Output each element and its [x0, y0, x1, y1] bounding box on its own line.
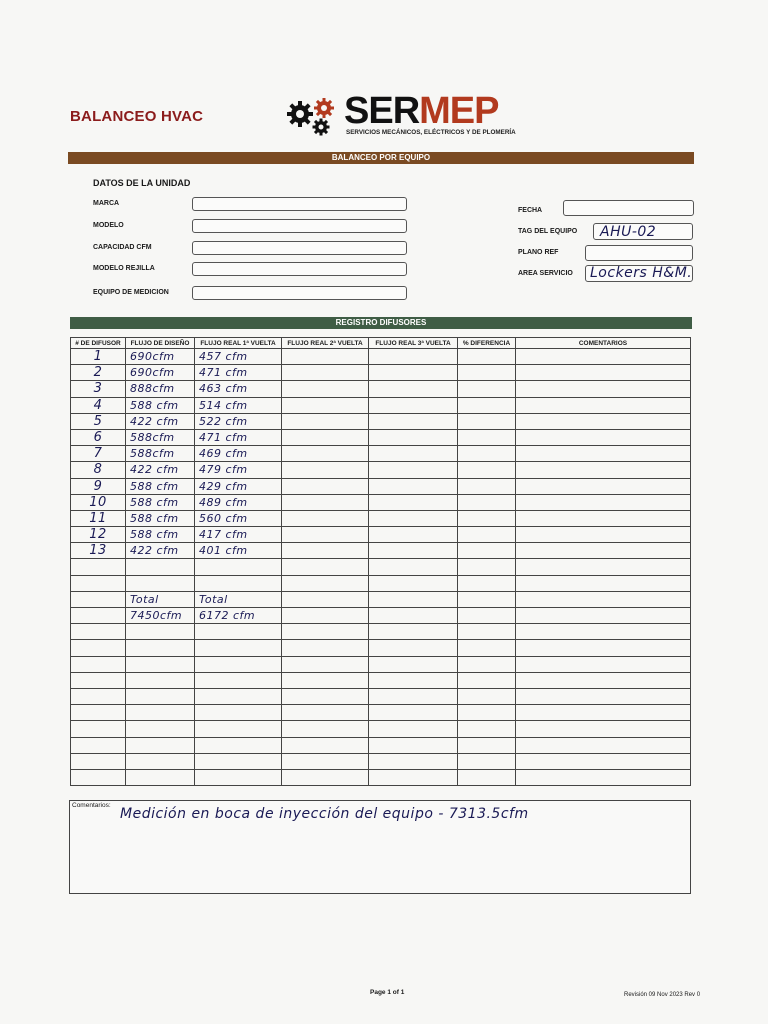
table-cell[interactable]: [71, 575, 126, 591]
table-cell[interactable]: [195, 688, 282, 704]
field-marca[interactable]: [192, 197, 407, 211]
table-cell[interactable]: [71, 705, 126, 721]
field-modelo-rejilla[interactable]: [192, 262, 407, 276]
table-row: [71, 769, 691, 785]
table-cell[interactable]: [516, 591, 691, 607]
table-cell[interactable]: [282, 591, 369, 607]
table-cell[interactable]: [282, 672, 369, 688]
table-cell[interactable]: [71, 559, 126, 575]
table-cell[interactable]: [458, 510, 516, 526]
table-cell[interactable]: [369, 543, 458, 559]
diffuser-table: [70, 337, 691, 786]
table-cell[interactable]: [369, 349, 458, 365]
section-banner-balanceo: BALANCEO POR EQUIPO: [68, 152, 694, 164]
table-row: [71, 656, 691, 672]
table-cell[interactable]: [71, 624, 126, 640]
table-cell[interactable]: [126, 753, 195, 769]
table-cell[interactable]: 514 cfm: [195, 397, 282, 413]
table-cell[interactable]: [369, 575, 458, 591]
table-cell[interactable]: [282, 462, 369, 478]
table-cell[interactable]: Total: [126, 591, 195, 607]
table-cell[interactable]: 6172 cfm: [195, 608, 282, 624]
table-cell[interactable]: [458, 478, 516, 494]
table-cell[interactable]: [516, 688, 691, 704]
table-cell[interactable]: [516, 721, 691, 737]
logo-tagline: SERVICIOS MECÁNICOS, ELÉCTRICOS Y DE PLOMERÍA: [346, 129, 516, 136]
tag-value: AHU-02: [600, 224, 657, 240]
table-row: [71, 672, 691, 688]
table-cell[interactable]: [516, 365, 691, 381]
table-row: [71, 575, 691, 591]
table-cell[interactable]: 10: [71, 494, 126, 510]
table-cell[interactable]: 489 cfm: [195, 494, 282, 510]
table-cell[interactable]: [282, 527, 369, 543]
table-cell[interactable]: 417 cfm: [195, 527, 282, 543]
table-cell[interactable]: [516, 478, 691, 494]
table-cell[interactable]: [516, 559, 691, 575]
table-cell[interactable]: 3: [71, 381, 126, 397]
label-plano: PLANO REF: [518, 249, 559, 256]
table-cell[interactable]: 588cfm: [126, 446, 195, 462]
table-cell[interactable]: [458, 591, 516, 607]
table-body: [71, 349, 691, 786]
table-cell[interactable]: [195, 721, 282, 737]
table-cell[interactable]: [282, 721, 369, 737]
table-row: [71, 397, 691, 413]
table-cell[interactable]: [71, 688, 126, 704]
table-cell[interactable]: [126, 721, 195, 737]
table-row: [71, 494, 691, 510]
unit-data-heading: DATOS DE LA UNIDAD: [93, 178, 191, 188]
table-cell[interactable]: [369, 591, 458, 607]
table-cell[interactable]: 588 cfm: [126, 527, 195, 543]
table-row: [71, 559, 691, 575]
table-row: [71, 381, 691, 397]
table-cell[interactable]: [516, 381, 691, 397]
table-cell[interactable]: 9: [71, 478, 126, 494]
table-cell[interactable]: [282, 349, 369, 365]
table-cell[interactable]: [516, 462, 691, 478]
table-cell[interactable]: [516, 349, 691, 365]
table-cell[interactable]: [516, 494, 691, 510]
area-value: Lockers H&M.: [590, 265, 693, 281]
table-cell[interactable]: [282, 688, 369, 704]
table-row: [71, 721, 691, 737]
table-cell[interactable]: [71, 640, 126, 656]
table-cell[interactable]: 560 cfm: [195, 510, 282, 526]
table-cell[interactable]: 471 cfm: [195, 365, 282, 381]
table-cell[interactable]: [126, 688, 195, 704]
table-cell[interactable]: [369, 397, 458, 413]
comments-text: Medición en boca de inyección del equipo - 7313.5cfm: [120, 806, 529, 822]
label-fecha: FECHA: [518, 207, 543, 214]
table-cell[interactable]: [369, 608, 458, 624]
table-cell[interactable]: [458, 688, 516, 704]
table-cell[interactable]: [369, 753, 458, 769]
column-header: FLUJO REAL 2ª VUELTA: [282, 338, 369, 349]
table-cell[interactable]: [282, 494, 369, 510]
table-row: [71, 640, 691, 656]
table-cell[interactable]: [516, 543, 691, 559]
table-cell[interactable]: [458, 640, 516, 656]
table-cell[interactable]: 13: [71, 543, 126, 559]
table-cell[interactable]: [71, 672, 126, 688]
table-row: [71, 753, 691, 769]
table-cell[interactable]: [458, 349, 516, 365]
table-cell[interactable]: [516, 656, 691, 672]
table-cell[interactable]: 588 cfm: [126, 494, 195, 510]
logo-wordmark: SERMEP: [344, 90, 499, 132]
table-cell[interactable]: [369, 446, 458, 462]
field-plano[interactable]: [585, 245, 693, 261]
table-row: [71, 543, 691, 559]
table-cell[interactable]: [282, 753, 369, 769]
table-cell[interactable]: 4: [71, 397, 126, 413]
table-cell[interactable]: 422 cfm: [126, 543, 195, 559]
table-cell[interactable]: [195, 656, 282, 672]
field-fecha[interactable]: [563, 200, 694, 216]
table-cell[interactable]: [458, 672, 516, 688]
table-cell[interactable]: [126, 640, 195, 656]
field-capacidad[interactable]: [192, 241, 407, 255]
table-cell[interactable]: [282, 575, 369, 591]
table-cell[interactable]: [195, 672, 282, 688]
table-cell[interactable]: [126, 769, 195, 785]
column-header: % DIFERENCIA: [458, 338, 516, 349]
table-cell[interactable]: [516, 429, 691, 445]
label-equipo-medicion: EQUIPO DE MEDICION: [93, 289, 169, 296]
field-modelo[interactable]: [192, 219, 407, 233]
table-cell[interactable]: [71, 608, 126, 624]
table-cell[interactable]: [369, 365, 458, 381]
table-cell[interactable]: [516, 737, 691, 753]
table-row: [71, 737, 691, 753]
table-cell[interactable]: [458, 737, 516, 753]
table-cell[interactable]: [458, 608, 516, 624]
table-cell[interactable]: [282, 624, 369, 640]
table-cell[interactable]: [458, 624, 516, 640]
table-cell[interactable]: [71, 769, 126, 785]
table-row: [71, 688, 691, 704]
table-cell[interactable]: 690cfm: [126, 349, 195, 365]
section-banner-registro: REGISTRO DIFUSORES: [70, 317, 692, 329]
table-cell[interactable]: [516, 672, 691, 688]
table-cell[interactable]: [282, 656, 369, 672]
table-cell[interactable]: 2: [71, 365, 126, 381]
table-cell[interactable]: [282, 429, 369, 445]
column-header: COMENTARIOS: [516, 338, 691, 349]
table-cell[interactable]: [126, 705, 195, 721]
table-row: [71, 462, 691, 478]
table-cell[interactable]: [458, 494, 516, 510]
table-cell[interactable]: [195, 559, 282, 575]
table-cell[interactable]: 522 cfm: [195, 413, 282, 429]
table-row: [71, 527, 691, 543]
table-cell[interactable]: [458, 575, 516, 591]
table-cell[interactable]: 469 cfm: [195, 446, 282, 462]
label-marca: MARCA: [93, 200, 120, 207]
table-row: [71, 446, 691, 462]
table-cell[interactable]: [369, 688, 458, 704]
table-cell[interactable]: [516, 446, 691, 462]
table-cell[interactable]: 690cfm: [126, 365, 195, 381]
table-cell[interactable]: [282, 559, 369, 575]
column-header: # DE DIFUSOR: [71, 338, 126, 349]
table-cell[interactable]: [458, 753, 516, 769]
label-modelo: MODELO: [93, 222, 124, 229]
table-row: [71, 624, 691, 640]
table-cell[interactable]: [458, 381, 516, 397]
table-cell[interactable]: [369, 737, 458, 753]
table-cell[interactable]: 422 cfm: [126, 462, 195, 478]
table-cell[interactable]: [126, 672, 195, 688]
table-cell[interactable]: 429 cfm: [195, 478, 282, 494]
table-cell[interactable]: [516, 575, 691, 591]
table-cell[interactable]: [369, 640, 458, 656]
column-header: FLUJO REAL 3ª VUELTA: [369, 338, 458, 349]
table-header-row: [71, 338, 691, 349]
table-cell[interactable]: [195, 753, 282, 769]
table-cell[interactable]: [195, 624, 282, 640]
table-row: [71, 478, 691, 494]
table-cell[interactable]: [282, 478, 369, 494]
table-cell[interactable]: [458, 429, 516, 445]
table-cell[interactable]: [126, 656, 195, 672]
table-cell[interactable]: [369, 381, 458, 397]
table-cell[interactable]: [516, 510, 691, 526]
table-cell[interactable]: [195, 575, 282, 591]
table-cell[interactable]: [195, 737, 282, 753]
table-cell[interactable]: 588cfm: [126, 429, 195, 445]
column-header: FLUJO DE DISEÑO: [126, 338, 195, 349]
table-cell[interactable]: [458, 769, 516, 785]
table-cell[interactable]: 457 cfm: [195, 349, 282, 365]
table-cell[interactable]: [516, 769, 691, 785]
comments-label: Comentarios:: [72, 802, 111, 809]
table-cell[interactable]: [458, 413, 516, 429]
table-cell[interactable]: 588 cfm: [126, 510, 195, 526]
table-cell[interactable]: [126, 624, 195, 640]
table-cell[interactable]: 401 cfm: [195, 543, 282, 559]
table-cell[interactable]: [126, 559, 195, 575]
table-cell[interactable]: [71, 656, 126, 672]
table-cell[interactable]: [369, 429, 458, 445]
table-cell[interactable]: [458, 705, 516, 721]
table-cell[interactable]: [369, 494, 458, 510]
table-cell[interactable]: [282, 510, 369, 526]
table-cell[interactable]: [369, 559, 458, 575]
table-cell[interactable]: [369, 624, 458, 640]
table-cell[interactable]: [282, 543, 369, 559]
table-row: [71, 510, 691, 526]
table-cell[interactable]: [71, 753, 126, 769]
table-cell[interactable]: [369, 478, 458, 494]
table-cell[interactable]: [458, 527, 516, 543]
table-cell[interactable]: [195, 769, 282, 785]
table-cell[interactable]: 588 cfm: [126, 397, 195, 413]
table-row: [71, 349, 691, 365]
table-cell[interactable]: [282, 608, 369, 624]
table-cell[interactable]: [516, 527, 691, 543]
table-cell[interactable]: 422 cfm: [126, 413, 195, 429]
document-title: BALANCEO HVAC: [70, 108, 204, 125]
table-cell[interactable]: [282, 705, 369, 721]
table-cell[interactable]: [369, 413, 458, 429]
label-modelo-rejilla: MODELO REJILLA: [93, 265, 155, 272]
label-capacidad: CAPACIDAD CFM: [93, 244, 152, 251]
table-cell[interactable]: [369, 656, 458, 672]
table-cell[interactable]: [458, 721, 516, 737]
table-cell[interactable]: [369, 510, 458, 526]
table-cell[interactable]: [369, 462, 458, 478]
table-row: [71, 429, 691, 445]
table-cell[interactable]: [369, 672, 458, 688]
table-cell[interactable]: [282, 413, 369, 429]
table-cell[interactable]: [195, 640, 282, 656]
table-cell[interactable]: 11: [71, 510, 126, 526]
table-cell[interactable]: [516, 624, 691, 640]
company-logo: [286, 90, 556, 142]
table-cell[interactable]: [458, 559, 516, 575]
table-cell[interactable]: [369, 527, 458, 543]
table-cell[interactable]: [282, 365, 369, 381]
table-cell[interactable]: [282, 446, 369, 462]
table-cell[interactable]: [282, 397, 369, 413]
table-cell[interactable]: [71, 737, 126, 753]
table-row: [71, 705, 691, 721]
table-cell[interactable]: [282, 640, 369, 656]
label-tag: TAG DEL EQUIPO: [518, 228, 578, 235]
table-cell[interactable]: 1: [71, 349, 126, 365]
table-cell[interactable]: 7450cfm: [126, 608, 195, 624]
table-cell[interactable]: 8: [71, 462, 126, 478]
table-cell[interactable]: 12: [71, 527, 126, 543]
field-equipo-medicion[interactable]: [192, 286, 407, 300]
table-cell[interactable]: [516, 640, 691, 656]
revision-note: Revisión 09 Nov 2023 Rev 0: [624, 992, 701, 998]
label-area: AREA SERVICIO: [518, 270, 573, 277]
table-cell[interactable]: 479 cfm: [195, 462, 282, 478]
table-cell[interactable]: [126, 737, 195, 753]
table-cell[interactable]: [516, 753, 691, 769]
table-cell[interactable]: [195, 705, 282, 721]
table-cell[interactable]: [516, 413, 691, 429]
gears-icon: [286, 96, 342, 136]
table-cell[interactable]: [458, 446, 516, 462]
table-cell[interactable]: [369, 705, 458, 721]
table-cell[interactable]: [369, 721, 458, 737]
table-cell[interactable]: [282, 769, 369, 785]
table-cell[interactable]: [458, 397, 516, 413]
table-cell[interactable]: [516, 397, 691, 413]
table-row: [71, 413, 691, 429]
table-cell[interactable]: 6: [71, 429, 126, 445]
table-row: [71, 608, 691, 624]
table-row: [71, 591, 691, 607]
table-cell[interactable]: 5: [71, 413, 126, 429]
table-cell[interactable]: [71, 591, 126, 607]
table-cell[interactable]: [282, 381, 369, 397]
table-cell[interactable]: 888cfm: [126, 381, 195, 397]
table-cell[interactable]: [282, 737, 369, 753]
table-cell[interactable]: 471 cfm: [195, 429, 282, 445]
table-cell[interactable]: 588 cfm: [126, 478, 195, 494]
table-cell[interactable]: [369, 769, 458, 785]
table-cell[interactable]: [458, 656, 516, 672]
table-row: [71, 365, 691, 381]
table-cell[interactable]: 7: [71, 446, 126, 462]
page-number: Page 1 of 1: [370, 989, 405, 996]
table-cell[interactable]: [71, 721, 126, 737]
table-cell[interactable]: [458, 365, 516, 381]
table-cell[interactable]: 463 cfm: [195, 381, 282, 397]
table-cell[interactable]: [126, 575, 195, 591]
table-cell[interactable]: [516, 705, 691, 721]
table-cell[interactable]: [516, 608, 691, 624]
table-cell[interactable]: Total: [195, 591, 282, 607]
table-cell[interactable]: [458, 462, 516, 478]
column-header: FLUJO REAL 1ª VUELTA: [195, 338, 282, 349]
table-cell[interactable]: [458, 543, 516, 559]
